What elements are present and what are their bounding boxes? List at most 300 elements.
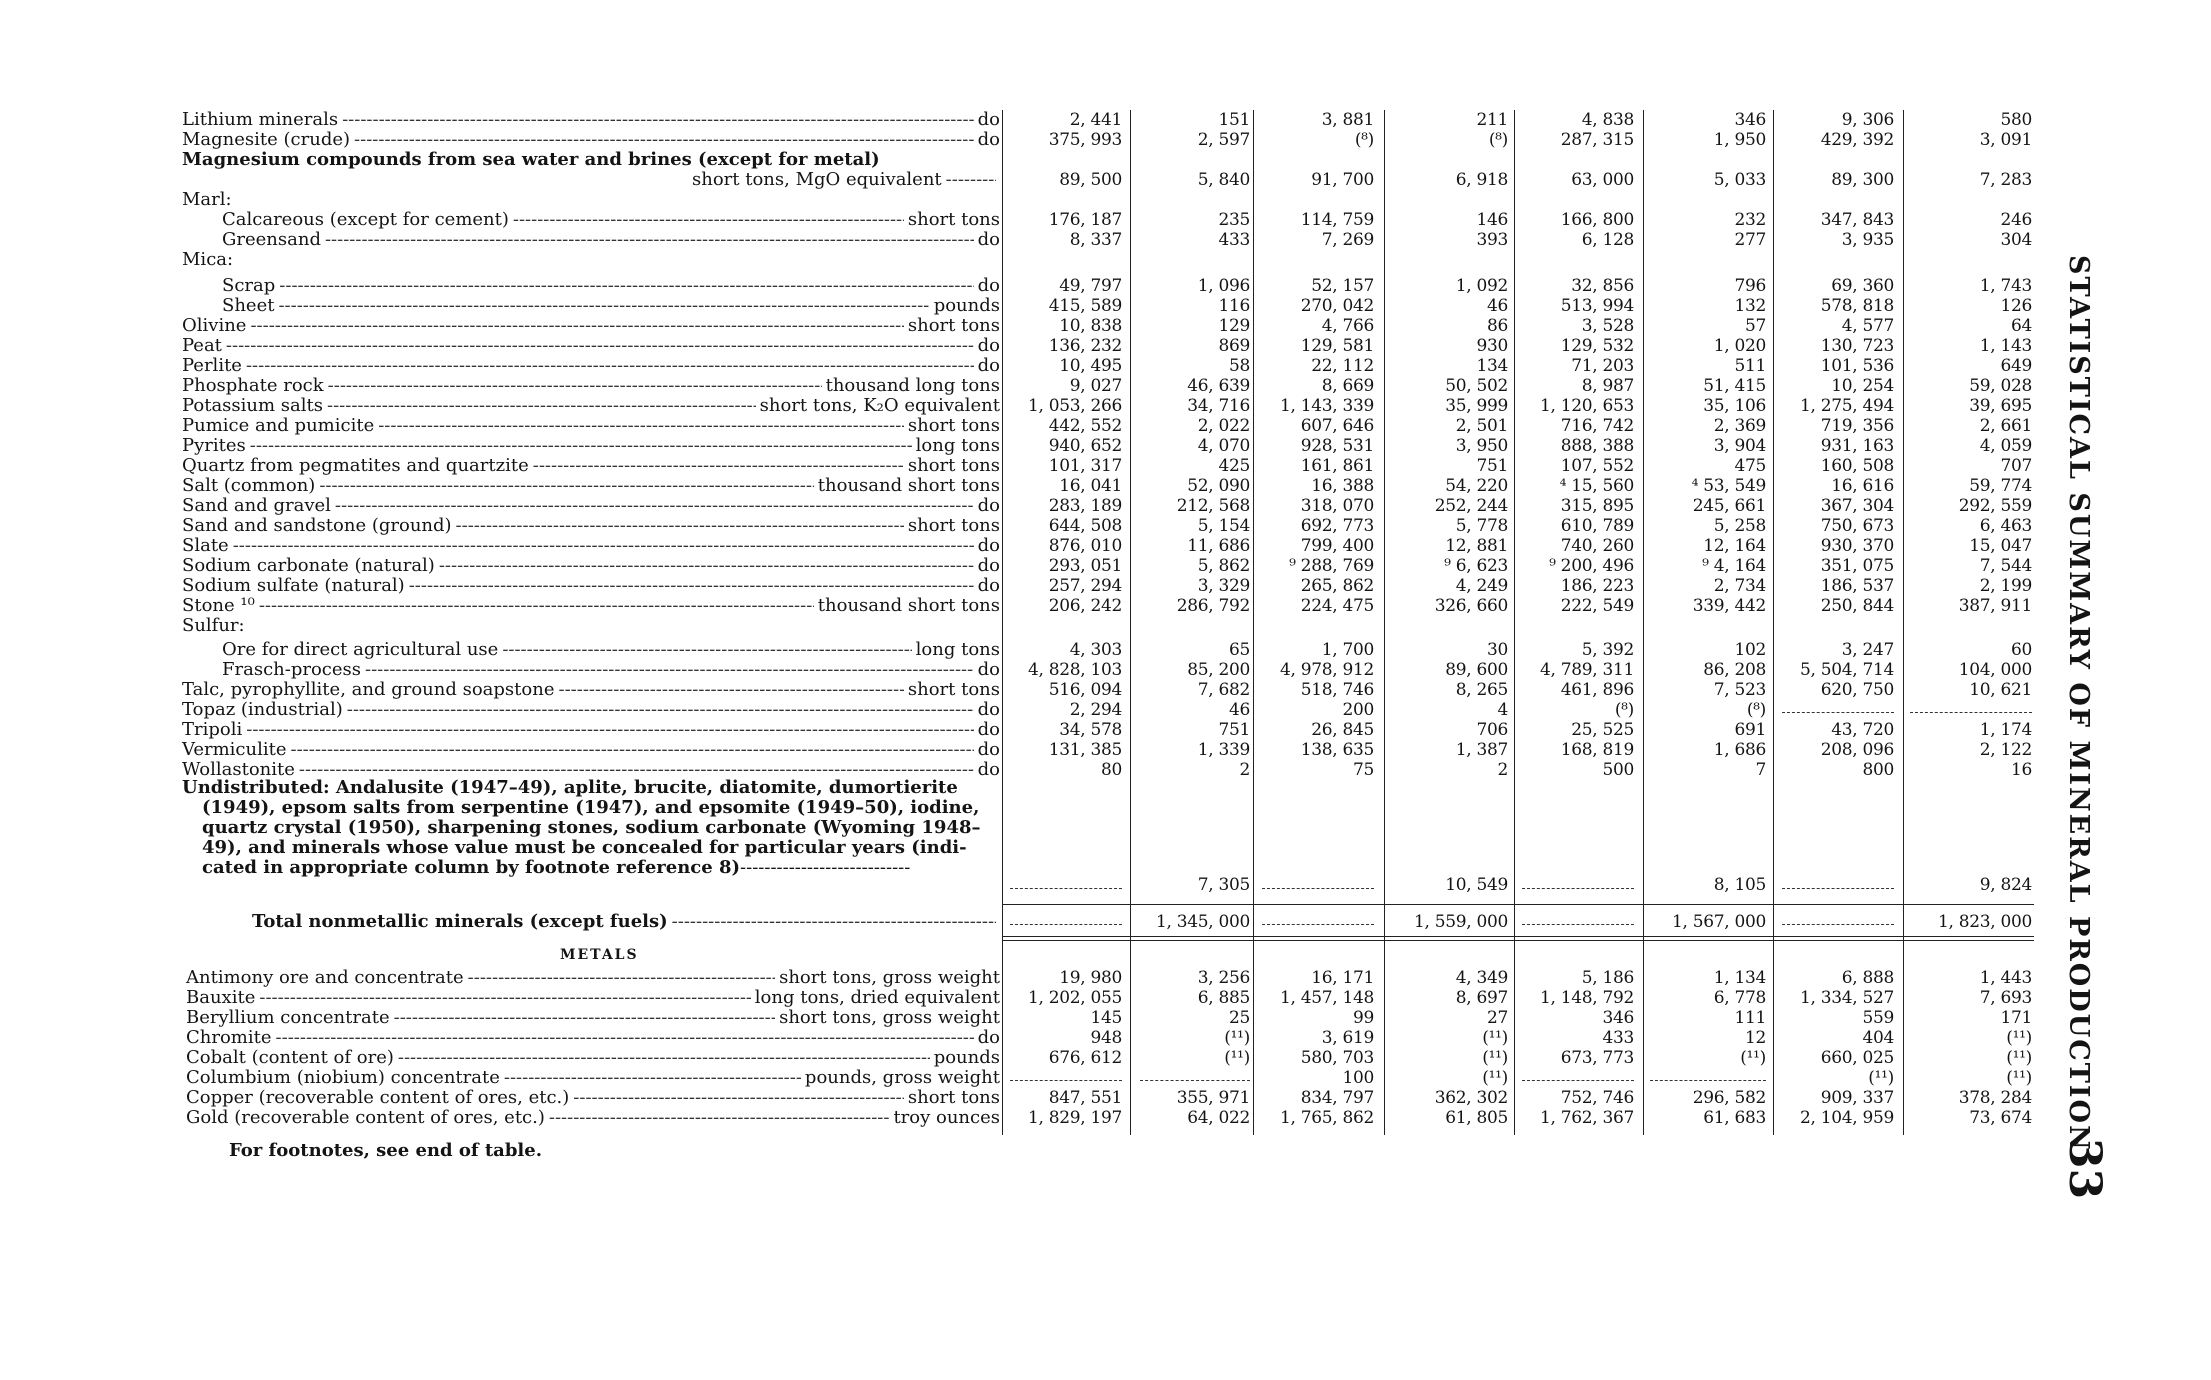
nonmetallic-value: 3, 935: [1841, 230, 1894, 250]
nonmetallic-label: [182, 396, 1000, 416]
metal-value: 580, 703: [1300, 1048, 1374, 1068]
nonmetallic-value: 60: [2010, 640, 2032, 660]
row-label-text: Topaz (industrial): [182, 699, 343, 720]
nonmetallic-value: 270, 042: [1300, 296, 1374, 316]
empty-cell-dash: [1010, 924, 1122, 925]
nonmetallic-value: 4, 789, 311: [1539, 660, 1634, 680]
nonmetallic-label: [222, 230, 1000, 250]
leader-dots: [291, 740, 974, 760]
metal-value: 676, 612: [1048, 1048, 1122, 1068]
nonmetallic-value: 86: [1486, 316, 1508, 336]
row-label-text: Salt (common): [182, 475, 316, 496]
nonmetallic-value: ⁹ 200, 496: [1549, 556, 1634, 576]
undistributed-value: 9, 824: [1979, 875, 2032, 895]
nonmetallic-value: 52, 090: [1187, 476, 1250, 496]
row-label-text: Sheet: [222, 295, 275, 316]
nonmetallic-value: 49, 797: [1059, 276, 1122, 296]
nonmetallic-value: 212, 568: [1176, 496, 1250, 516]
nonmetallic-value: 3, 329: [1197, 576, 1250, 596]
metal-value: 362, 302: [1434, 1088, 1508, 1108]
empty-cell-dash: [1262, 888, 1374, 889]
row-unit-text: short tons: [907, 679, 1000, 700]
metal-value: 145: [1090, 1008, 1122, 1028]
nonmetallic-label: [222, 660, 1000, 680]
nonmetallic-label: [222, 276, 1000, 296]
nonmetallic-value: 186, 223: [1560, 576, 1634, 596]
total-rule: [1002, 940, 2034, 941]
nonmetallic-label: [182, 356, 1000, 376]
nonmetallic-value: 644, 508: [1048, 516, 1122, 536]
nonmetallic-value: 7: [1755, 760, 1766, 780]
nonmetallic-value: 250, 844: [1820, 596, 1894, 616]
nonmetallic-value: 620, 750: [1820, 680, 1894, 700]
metal-value: (¹¹): [1224, 1048, 1250, 1068]
running-title: STATISTICAL SUMMARY OF MINERAL PRODUCTION: [2063, 255, 2094, 1152]
row-unit-text: long tons, dried equivalent: [754, 987, 1000, 1008]
metal-value: (¹¹): [1482, 1028, 1508, 1048]
total-value: 1, 345, 000: [1155, 912, 1250, 932]
nonmetallic-value: 930, 370: [1820, 536, 1894, 556]
nonmetallic-value: 1, 143, 339: [1279, 396, 1374, 416]
nonmetallic-value: 7, 269: [1321, 230, 1374, 250]
empty-cell-dash: [1010, 888, 1122, 889]
nonmetallic-value: 740, 260: [1560, 536, 1634, 556]
nonmetallic-value: 346: [1734, 110, 1766, 130]
row-label-text: Phosphate rock: [182, 375, 324, 396]
nonmetallic-value: 367, 304: [1820, 496, 1894, 516]
nonmetallic-value: 46, 639: [1187, 376, 1250, 396]
page-number: 33: [2059, 1138, 2110, 1200]
nonmetallic-value: 277: [1734, 230, 1766, 250]
nonmetallic-value: 43, 720: [1831, 720, 1894, 740]
nonmetallic-value: 30: [1486, 640, 1508, 660]
empty-cell-dash: [1522, 888, 1634, 889]
metal-value: 6, 885: [1197, 988, 1250, 1008]
undistributed-value: 7, 305: [1197, 875, 1250, 895]
nonmetallic-value: 208, 096: [1820, 740, 1894, 760]
nonmetallic-value: 1, 339: [1197, 740, 1250, 760]
metal-value: 404: [1862, 1028, 1894, 1048]
nonmetallic-value: 1, 700: [1321, 640, 1374, 660]
nonmetallic-value: 64: [2010, 316, 2032, 336]
row-unit-text: do: [977, 355, 1000, 376]
row-unit-text: thousand short tons: [817, 475, 1000, 496]
row-label-text: Lithium minerals: [182, 109, 339, 130]
nonmetallic-value: ⁹ 4, 164: [1702, 556, 1766, 576]
metal-value: (¹¹): [1868, 1068, 1894, 1088]
nonmetallic-value: 3, 528: [1581, 316, 1634, 336]
total-row: [182, 912, 2052, 932]
nonmetallic-value: 5, 778: [1455, 516, 1508, 536]
nonmetallic-row: [182, 150, 2052, 170]
nonmetallic-value: 34, 578: [1059, 720, 1122, 740]
nonmetallic-value: 7, 544: [1979, 556, 2032, 576]
nonmetallic-value: 25, 525: [1571, 720, 1634, 740]
row-unit-text: do: [977, 659, 1000, 680]
nonmetallic-value: ⁴ 15, 560: [1559, 476, 1634, 496]
metal-value: 64, 022: [1187, 1108, 1250, 1128]
leader-dots: [549, 1108, 890, 1128]
nonmetallic-value: 54, 220: [1445, 476, 1508, 496]
nonmetallic-value: 610, 789: [1560, 516, 1634, 536]
leader-dots: [439, 556, 974, 576]
leader-dots: [502, 640, 911, 660]
nonmetallic-value: 51, 415: [1703, 376, 1766, 396]
nonmetallic-value: 85, 200: [1187, 660, 1250, 680]
nonmetallic-value: 89, 500: [1059, 170, 1122, 190]
undistributed-value: 8, 105: [1713, 875, 1766, 895]
nonmetallic-value: 6, 463: [1979, 516, 2032, 536]
nonmetallic-value: 429, 392: [1820, 130, 1894, 150]
nonmetallic-label: [182, 596, 1000, 616]
metal-label: [186, 1088, 1000, 1108]
row-unit-text: short tons: [907, 455, 1000, 476]
nonmetallic-value: 351, 075: [1820, 556, 1894, 576]
row-unit-text: long tons: [915, 435, 1000, 456]
nonmetallic-value: 433: [1218, 230, 1250, 250]
metal-value: 378, 284: [1958, 1088, 2032, 1108]
leader-dots: [354, 130, 974, 150]
leader-dots: [246, 720, 973, 740]
nonmetallic-value: ⁹ 288, 769: [1289, 556, 1374, 576]
row-label-text: Quartz from pegmatites and quartzite: [182, 455, 529, 476]
metal-label: [186, 1068, 1000, 1088]
row-unit-text: do: [977, 275, 1000, 296]
nonmetallic-value: 101, 536: [1820, 356, 1894, 376]
row-label-text: Vermiculite: [182, 739, 287, 760]
nonmetallic-value: 211: [1476, 110, 1508, 130]
nonmetallic-label: [182, 680, 1000, 700]
row-label-text: Scrap: [222, 275, 276, 296]
nonmetallic-value: 2, 661: [1979, 416, 2032, 436]
nonmetallic-value: 151: [1218, 110, 1250, 130]
nonmetallic-value: 4, 059: [1979, 436, 2032, 456]
row-label-text: Magnesite (crude): [182, 129, 351, 150]
metal-value: 2, 104, 959: [1799, 1108, 1894, 1128]
metal-value: 752, 746: [1560, 1088, 1634, 1108]
undistributed-line: quartz crystal (1950), sharpening stones, sodium carbonate (Wyoming 1948–: [202, 817, 981, 838]
nonmetallic-value: 12, 881: [1445, 536, 1508, 556]
metal-value: 1, 765, 862: [1279, 1108, 1374, 1128]
row-unit-text: short tons, gross weight: [779, 1007, 1000, 1028]
nonmetallic-value: 222, 549: [1560, 596, 1634, 616]
nonmetallic-value: 4, 828, 103: [1027, 660, 1122, 680]
leader-dots: [558, 680, 903, 700]
row-unit-text: short tons: [907, 315, 1000, 336]
metal-value: (¹¹): [2006, 1048, 2032, 1068]
nonmetallic-value: 692, 773: [1300, 516, 1374, 536]
total-rule: [1002, 936, 2034, 937]
metal-row: [182, 1068, 2052, 1088]
nonmetallic-value: 10, 495: [1059, 356, 1122, 376]
nonmetallic-value: 286, 792: [1176, 596, 1250, 616]
nonmetallic-label: [182, 110, 1000, 130]
nonmetallic-value: 58: [1228, 356, 1250, 376]
nonmetallic-value: 136, 232: [1048, 336, 1122, 356]
undistributed-line: Undistributed: Andalusite (1947–49), aplite, brucite, diatomite, dumortierite: [182, 777, 958, 798]
nonmetallic-value: 7, 523: [1713, 680, 1766, 700]
nonmetallic-label: [182, 336, 1000, 356]
row-label-text: Sodium sulfate (natural): [182, 575, 405, 596]
nonmetallic-value: 65: [1228, 640, 1250, 660]
row-unit-text: pounds, gross weight: [804, 1067, 1000, 1088]
nonmetallic-value: 59, 774: [1969, 476, 2032, 496]
leader-dots: [946, 170, 996, 190]
nonmetallic-value: 52, 157: [1311, 276, 1374, 296]
leader-dots: [325, 230, 974, 250]
nonmetallic-value: 347, 843: [1820, 210, 1894, 230]
row-label-text: Sodium carbonate (natural): [182, 555, 435, 576]
nonmetallic-value: 39, 695: [1969, 396, 2032, 416]
row-label-text: Slate: [182, 535, 229, 556]
row-label-text: Marl:: [182, 189, 232, 210]
nonmetallic-value: (⁸): [1746, 700, 1766, 720]
nonmetallic-value: 4, 838: [1581, 110, 1634, 130]
row-unit-text: do: [977, 739, 1000, 760]
nonmetallic-value: 940, 652: [1048, 436, 1122, 456]
metal-value: 834, 797: [1300, 1088, 1374, 1108]
nonmetallic-value: 425: [1218, 456, 1250, 476]
nonmetallic-value: 751: [1218, 720, 1250, 740]
row-unit-text: do: [977, 575, 1000, 596]
nonmetallic-value: 2, 501: [1455, 416, 1508, 436]
nonmetallic-value: 287, 315: [1560, 130, 1634, 150]
nonmetallic-value: 2, 597: [1197, 130, 1250, 150]
nonmetallic-value: 63, 000: [1571, 170, 1634, 190]
metal-value: 99: [1352, 1008, 1374, 1028]
leader-dots: [347, 700, 974, 720]
nonmetallic-value: 69, 360: [1831, 276, 1894, 296]
empty-cell-dash: [1010, 1080, 1122, 1081]
nonmetallic-label: [182, 576, 1000, 596]
row-label-text: Mica:: [182, 249, 234, 270]
nonmetallic-value: 1, 387: [1455, 740, 1508, 760]
row-label-text: Olivine: [182, 315, 247, 336]
nonmetallic-value: 869: [1218, 336, 1250, 356]
nonmetallic-value: 12, 164: [1703, 536, 1766, 556]
nonmetallic-value: 257, 294: [1048, 576, 1122, 596]
metal-value: 61, 683: [1703, 1108, 1766, 1128]
nonmetallic-value: 293, 051: [1048, 556, 1122, 576]
nonmetallic-value: 161, 861: [1300, 456, 1374, 476]
nonmetallic-label: [182, 190, 1000, 210]
nonmetallic-label: [182, 700, 1000, 720]
nonmetallic-value: 71, 203: [1571, 356, 1634, 376]
leader-dots: [327, 396, 756, 416]
total-label: Total nonmetallic minerals (except fuels) -----: [252, 912, 1000, 932]
leader-dots: [328, 376, 822, 396]
row-label-text: Ore for direct agricultural use: [222, 639, 499, 660]
nonmetallic-value: 387, 911: [1958, 596, 2032, 616]
row-unit-text: do: [977, 759, 1000, 780]
nonmetallic-value: 235: [1218, 210, 1250, 230]
nonmetallic-value: 131, 385: [1048, 740, 1122, 760]
nonmetallic-value: 2, 122: [1979, 740, 2032, 760]
nonmetallic-value: 10, 838: [1059, 316, 1122, 336]
nonmetallic-value: 2: [1239, 760, 1250, 780]
nonmetallic-value: 315, 895: [1560, 496, 1634, 516]
nonmetallic-value: 4, 978, 912: [1279, 660, 1374, 680]
nonmetallic-value: 2, 369: [1713, 416, 1766, 436]
undistributed-line: cated in appropriate column by footnote reference 8)----------------------------: [202, 857, 911, 878]
nonmetallic-value: 129: [1218, 316, 1250, 336]
undistributed-value: 10, 549: [1445, 875, 1508, 895]
undistributed-paragraph: [182, 778, 1002, 878]
metals-section-heading: METALS: [560, 947, 639, 963]
nonmetallic-value: 89, 300: [1831, 170, 1894, 190]
nonmetallic-label: [182, 536, 1000, 556]
nonmetallic-value: 706: [1476, 720, 1508, 740]
row-label-text: short tons, MgO equivalent: [692, 169, 942, 190]
metal-label: [186, 1008, 1000, 1028]
metal-value: 27: [1486, 1008, 1508, 1028]
nonmetallic-value: 800: [1862, 760, 1894, 780]
nonmetallic-value: 16, 041: [1059, 476, 1122, 496]
empty-cell-dash: [1650, 1080, 1766, 1081]
metal-value: 6, 888: [1841, 968, 1894, 988]
nonmetallic-value: 5, 154: [1197, 516, 1250, 536]
nonmetallic-value: 186, 537: [1820, 576, 1894, 596]
metal-value: 6, 778: [1713, 988, 1766, 1008]
nonmetallic-value: 50, 502: [1445, 376, 1508, 396]
nonmetallic-label: [182, 436, 1000, 456]
row-label-text: Talc, pyrophyllite, and ground soapstone: [182, 679, 555, 700]
nonmetallic-value: 4, 577: [1841, 316, 1894, 336]
row-unit-text: do: [977, 719, 1000, 740]
row-label-text: Bauxite: [186, 987, 256, 1008]
leader-dots: [342, 110, 974, 130]
metal-value: 111: [1734, 1008, 1766, 1028]
nonmetallic-label: [182, 740, 1000, 760]
nonmetallic-value: 1, 096: [1197, 276, 1250, 296]
nonmetallic-value: 138, 635: [1300, 740, 1374, 760]
nonmetallic-value: 7, 283: [1979, 170, 2032, 190]
nonmetallic-value: 442, 552: [1048, 416, 1122, 436]
nonmetallic-value: 2, 441: [1069, 110, 1122, 130]
metal-value: (¹¹): [1482, 1048, 1508, 1068]
nonmetallic-label: [182, 720, 1000, 740]
metal-value: 1, 202, 055: [1027, 988, 1122, 1008]
row-label-text: Antimony ore and concentrate: [186, 967, 464, 988]
row-label-text: Pumice and pumicite: [182, 415, 375, 436]
nonmetallic-value: 876, 010: [1048, 536, 1122, 556]
nonmetallic-value: 16, 388: [1311, 476, 1374, 496]
nonmetallic-value: 580: [2000, 110, 2032, 130]
nonmetallic-label: [182, 316, 1000, 336]
nonmetallic-label: [182, 556, 1000, 576]
metal-value: 673, 773: [1560, 1048, 1634, 1068]
metal-label: [186, 1048, 1000, 1068]
nonmetallic-value: 35, 106: [1703, 396, 1766, 416]
nonmetallic-value: 200: [1342, 700, 1374, 720]
row-unit-text: short tons, K₂O equivalent: [759, 395, 1000, 416]
nonmetallic-value: 116: [1218, 296, 1250, 316]
row-unit-text: short tons: [907, 415, 1000, 436]
nonmetallic-row: [182, 250, 2052, 270]
leader-dots: [259, 596, 814, 616]
nonmetallic-value: 1, 275, 494: [1799, 396, 1894, 416]
nonmetallic-value: 101, 317: [1048, 456, 1122, 476]
row-label-text: Stone ¹⁰: [182, 595, 255, 616]
nonmetallic-label: [692, 170, 1000, 190]
metal-value: (¹¹): [1224, 1028, 1250, 1048]
row-unit-text: pounds: [933, 295, 1000, 316]
nonmetallic-value: 102: [1734, 640, 1766, 660]
metal-value: 660, 025: [1820, 1048, 1894, 1068]
nonmetallic-value: 5, 258: [1713, 516, 1766, 536]
nonmetallic-value: 2, 734: [1713, 576, 1766, 596]
leader-dots: [246, 356, 974, 376]
nonmetallic-value: 5, 504, 714: [1799, 660, 1894, 680]
metal-value: 61, 805: [1445, 1108, 1508, 1128]
nonmetallic-value: 46: [1486, 296, 1508, 316]
metal-value: 4, 349: [1455, 968, 1508, 988]
leader-dots: [259, 988, 750, 1008]
nonmetallic-value: 1, 950: [1713, 130, 1766, 150]
row-label-text: Copper (recoverable content of ores, etc.): [186, 1087, 570, 1108]
nonmetallic-value: 4, 303: [1069, 640, 1122, 660]
nonmetallic-value: 5, 033: [1713, 170, 1766, 190]
leader-dots: [378, 416, 904, 436]
nonmetallic-value: ⁴ 53, 549: [1691, 476, 1766, 496]
nonmetallic-value: 928, 531: [1300, 436, 1374, 456]
leader-dots: [250, 316, 903, 336]
nonmetallic-value: 32, 856: [1571, 276, 1634, 296]
nonmetallic-value: 516, 094: [1048, 680, 1122, 700]
leader-dots: [365, 660, 974, 680]
row-label-text: Columbium (niobium) concentrate: [186, 1067, 500, 1088]
total-value: 1, 567, 000: [1671, 912, 1766, 932]
row-unit-text: short tons: [907, 1087, 1000, 1108]
undistributed-line: (1949), epsom salts from serpentine (1947), and epsomite (1949–50), iodine,: [202, 797, 980, 818]
nonmetallic-row: [182, 616, 2052, 636]
nonmetallic-value: 578, 818: [1820, 296, 1894, 316]
leader-dots: [513, 210, 904, 230]
nonmetallic-value: 3, 091: [1979, 130, 2032, 150]
nonmetallic-value: 283, 189: [1048, 496, 1122, 516]
total-value: 1, 559, 000: [1413, 912, 1508, 932]
row-label-text: Wollastonite: [182, 759, 295, 780]
leader-dots: [278, 296, 929, 316]
nonmetallic-value: 10, 254: [1831, 376, 1894, 396]
nonmetallic-value: 3, 247: [1841, 640, 1894, 660]
nonmetallic-value: 1, 743: [1979, 276, 2032, 296]
nonmetallic-value: 716, 742: [1560, 416, 1634, 436]
row-unit-text: do: [977, 109, 1000, 130]
metal-value: (¹¹): [1482, 1068, 1508, 1088]
row-unit-text: do: [977, 129, 1000, 150]
nonmetallic-value: (⁸): [1488, 130, 1508, 150]
metal-value: (¹¹): [1740, 1048, 1766, 1068]
footnote: For footnotes, see end of table.: [229, 1140, 542, 1161]
row-unit-text: do: [977, 555, 1000, 576]
nonmetallic-value: 707: [2000, 456, 2032, 476]
row-label-text: Sand and sandstone (ground): [182, 515, 452, 536]
metal-value: 1, 829, 197: [1027, 1108, 1122, 1128]
leader-dots: [250, 436, 912, 456]
nonmetallic-value: 511: [1734, 356, 1766, 376]
undistributed-line: 49), and minerals whose value must be concealed for particular years (indi-: [202, 837, 967, 858]
nonmetallic-value: 719, 356: [1820, 416, 1894, 436]
leader-dots: [456, 516, 904, 536]
nonmetallic-label: [182, 150, 1000, 170]
row-label-text: Beryllium concentrate: [186, 1007, 390, 1028]
metal-value: 948: [1090, 1028, 1122, 1048]
nonmetallic-value: 206, 242: [1048, 596, 1122, 616]
nonmetallic-value: 304: [2000, 230, 2032, 250]
nonmetallic-value: 3, 950: [1455, 436, 1508, 456]
nonmetallic-value: 134: [1476, 356, 1508, 376]
